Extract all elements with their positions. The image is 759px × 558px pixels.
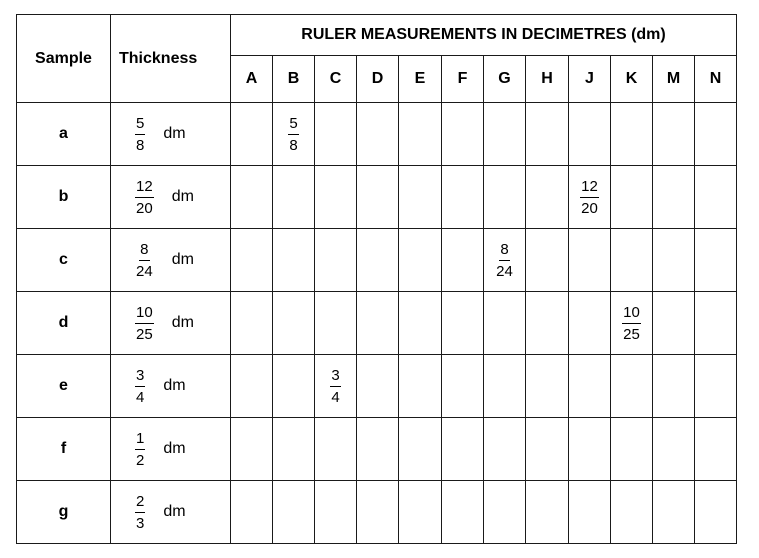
thickness-fraction-denominator: 25 [136,325,153,343]
measurement-cell-m [653,292,695,355]
thickness-fraction-numerator: 3 [135,368,145,387]
ruler-mark-fraction [330,368,340,405]
column-header-g: G [484,56,526,103]
table-row [17,292,737,355]
measurement-cell-n [695,481,737,544]
thickness-fraction-denominator: 8 [136,136,145,154]
measurement-cell-m [653,481,695,544]
thickness-cell [111,355,231,418]
measurement-cell-g [484,292,526,355]
measurement-cell-e [399,229,442,292]
measurement-cell-k [611,166,653,229]
thickness-fraction [135,494,145,531]
measurement-cell-a [231,481,273,544]
measurement-cell-n [695,355,737,418]
thickness-cell [111,166,231,229]
measurement-cell-f [442,292,484,355]
measurement-cell-b [273,481,315,544]
measurement-cell-f [442,166,484,229]
measurement-cell-h [526,229,569,292]
table-row [17,355,737,418]
measurement-cell-m [653,229,695,292]
measurement-cell-h [526,355,569,418]
ruler-mark-fraction [495,242,514,279]
column-header-m: M [653,56,695,103]
measurement-cell-a [231,103,273,166]
measurement-cell-k [611,481,653,544]
measurement-cell-f [442,418,484,481]
thickness-cell [111,229,231,292]
measurement-cell-e [399,292,442,355]
measurement-cell-a [231,418,273,481]
measurement-cell-g [484,166,526,229]
thickness-fraction [135,179,154,216]
thickness-fraction-numerator: 5 [135,116,145,135]
thickness-fraction-denominator: 20 [136,199,153,217]
measurement-cell-j [569,355,611,418]
measurement-cell-j [569,166,611,229]
measurement-cell-j [569,481,611,544]
column-header-a: A [231,56,273,103]
thickness-fraction [135,116,145,153]
column-header-h: H [526,56,569,103]
column-header-c: C [315,56,357,103]
measurement-cell-a [231,166,273,229]
ruler-mark-fraction [622,305,641,342]
measurement-cell-k [611,292,653,355]
measurement-cell-n [695,103,737,166]
thickness-cell [111,418,231,481]
column-header-j: J [569,56,611,103]
measurement-cell-g [484,229,526,292]
sample-label: e [17,355,111,418]
measurement-cell-m [653,166,695,229]
ruler-measurements-worksheet [16,14,737,544]
measurement-cell-a [231,229,273,292]
measurement-cell-b [273,355,315,418]
thickness-fraction [135,431,145,468]
measurement-cell-b [273,166,315,229]
measurement-cell-n [695,229,737,292]
thickness-cell [111,103,231,166]
thickness-header: Thickness [111,15,231,103]
measurement-cell-n [695,418,737,481]
measurement-cell-d [357,229,399,292]
measurement-cell-k [611,229,653,292]
unit-label: dm [163,440,186,457]
thickness-cell [111,481,231,544]
measurement-cell-c [315,355,357,418]
measurement-cell-c [315,103,357,166]
measurement-cell-d [357,481,399,544]
thickness-fraction-numerator: 2 [135,494,145,513]
sample-label: f [17,418,111,481]
unit-label: dm [163,377,186,394]
thickness-fraction [135,368,145,405]
ruler-mark-fraction-numerator: 12 [580,179,599,198]
unit-label: dm [171,314,194,331]
unit-label: dm [163,503,186,520]
measurement-cell-e [399,103,442,166]
column-header-e: E [399,56,442,103]
ruler-mark-fraction-numerator: 5 [288,116,298,135]
measurement-cell-m [653,418,695,481]
measurement-cell-d [357,292,399,355]
measurement-cell-d [357,418,399,481]
measurement-cell-a [231,292,273,355]
ruler-mark-fraction-denominator: 4 [331,388,340,406]
measurement-cell-g [484,355,526,418]
measurement-cell-g [484,418,526,481]
measurement-cell-k [611,418,653,481]
ruler-mark-fraction-denominator: 25 [623,325,640,343]
measurement-cell-n [695,166,737,229]
ruler-mark-fraction-numerator: 3 [330,368,340,387]
column-header-b: B [273,56,315,103]
measurement-cell-m [653,355,695,418]
thickness-fraction-numerator: 8 [139,242,149,261]
table-row [17,481,737,544]
sample-label: g [17,481,111,544]
measurement-cell-c [315,229,357,292]
measurement-cell-d [357,166,399,229]
measurement-cell-c [315,166,357,229]
thickness-fraction-denominator: 2 [136,451,145,469]
column-header-k: K [611,56,653,103]
column-header-f: F [442,56,484,103]
sample-label: d [17,292,111,355]
thickness-fraction [135,242,154,279]
measurements-table [16,14,737,544]
unit-label: dm [171,188,194,205]
measurement-cell-h [526,292,569,355]
measurement-cell-e [399,481,442,544]
column-header-n: N [695,56,737,103]
sample-label: b [17,166,111,229]
measurement-cell-d [357,355,399,418]
ruler-mark-fraction [580,179,599,216]
measurement-cell-b [273,229,315,292]
measurement-cell-c [315,481,357,544]
unit-label: dm [163,125,186,142]
measurement-cell-h [526,481,569,544]
measurement-cell-j [569,229,611,292]
measurement-cell-f [442,229,484,292]
measurement-cell-e [399,418,442,481]
measurement-cell-e [399,166,442,229]
measurement-cell-j [569,418,611,481]
ruler-mark-fraction-numerator: 8 [499,242,509,261]
table-body [17,103,737,544]
measurement-cell-h [526,418,569,481]
measurement-cell-n [695,292,737,355]
measurement-cell-b [273,292,315,355]
measurement-cell-f [442,103,484,166]
table-row [17,103,737,166]
table-row [17,418,737,481]
thickness-fraction-numerator: 1 [135,431,145,450]
ruler-mark-fraction [288,116,298,153]
sample-label: a [17,103,111,166]
sample-header: Sample [17,15,111,103]
sample-label: c [17,229,111,292]
ruler-mark-fraction-denominator: 24 [496,262,513,280]
ruler-mark-fraction-denominator: 20 [581,199,598,217]
thickness-fraction [135,305,154,342]
thickness-fraction-denominator: 4 [136,388,145,406]
thickness-fraction-numerator: 12 [135,179,154,198]
measurement-cell-c [315,418,357,481]
table-title: RULER MEASUREMENTS IN DECIMETRES (dm) [231,15,737,56]
measurement-cell-c [315,292,357,355]
measurement-cell-g [484,103,526,166]
measurement-cell-a [231,355,273,418]
measurement-cell-h [526,103,569,166]
measurement-cell-j [569,292,611,355]
measurement-cell-b [273,103,315,166]
measurement-cell-k [611,103,653,166]
table-row [17,229,737,292]
unit-label: dm [171,251,194,268]
measurement-cell-f [442,355,484,418]
thickness-fraction-denominator: 24 [136,262,153,280]
column-header-d: D [357,56,399,103]
ruler-mark-fraction-denominator: 8 [289,136,298,154]
ruler-mark-fraction-numerator: 10 [622,305,641,324]
measurement-cell-e [399,355,442,418]
thickness-cell [111,292,231,355]
thickness-fraction-numerator: 10 [135,305,154,324]
measurement-cell-g [484,481,526,544]
table-row [17,166,737,229]
measurement-cell-j [569,103,611,166]
measurement-cell-f [442,481,484,544]
measurement-cell-h [526,166,569,229]
measurement-cell-k [611,355,653,418]
measurement-cell-d [357,103,399,166]
thickness-fraction-denominator: 3 [136,514,145,532]
measurement-cell-m [653,103,695,166]
measurement-cell-b [273,418,315,481]
